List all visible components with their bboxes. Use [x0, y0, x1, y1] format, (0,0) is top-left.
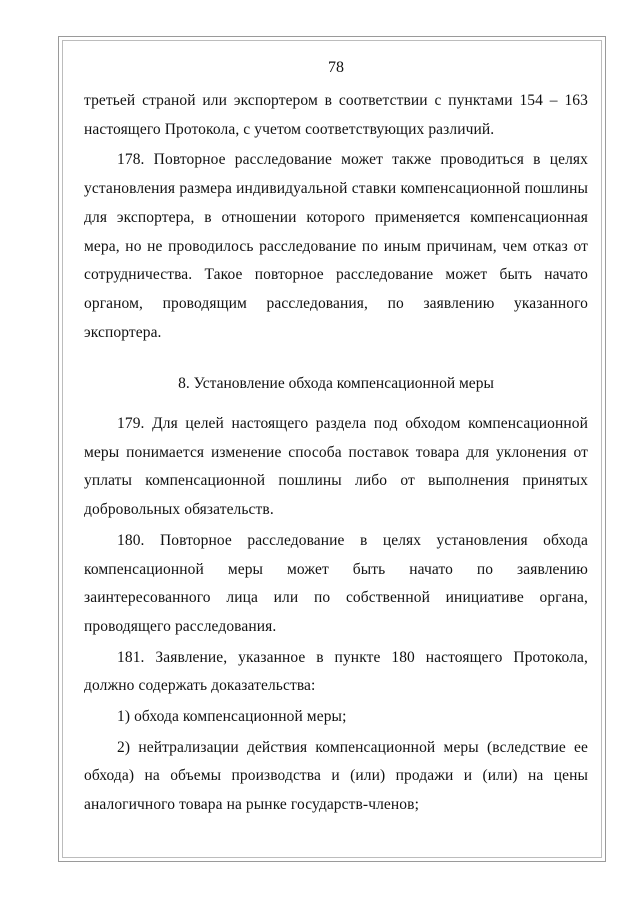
- paragraph-178: 178. Повторное расследование может также проводиться в целях установления размера индивидуальной ставки компенсационной пошлины для экспортера, в отношении которого применяется компенсационная мера, но не проводилось расследование по иным причинам, чем отказ от сотрудничества. Такое повторное расследование может быть начато органом, проводящим расследования, по заявлению указанного экспортера.: [84, 151, 588, 341]
- list-item-1: 1) обхода компенсационной меры;: [117, 708, 347, 726]
- section-heading: 8. Установление обхода компенсационной меры: [178, 375, 494, 393]
- paragraph-continued: третьей страной или экспортером в соответствии с пунктами 154 – 163 настоящего Протокола, с учетом соответствующих различий.: [84, 92, 588, 138]
- document-page: [84, 58, 588, 820]
- list-item-2: 2) нейтрализации действия компенсационной меры (вследствие ее обхода) на объемы производства и (или) продажи и (или) на цены аналогичного товара на рынке государств-членов;: [84, 738, 588, 814]
- paragraph-181: 181. Заявление, указанное в пункте 180 настоящего Протокола, должно содержать доказательства:: [84, 648, 588, 695]
- page-number: 78: [328, 59, 344, 76]
- paragraph-179: 179. Для целей настоящего раздела под обходом компенсационной меры понимается изменение способа поставок товара для уклонения от уплаты компенсационной пошлины либо от выполнения принятых добровольных обязательств.: [84, 415, 588, 519]
- paragraph-180: 180. Повторное расследование в целях установления обхода компенсационной меры может быть начато по заявлению заинтересованного лица или по собственной инициативе органа, проводящего расследования.: [84, 531, 588, 635]
